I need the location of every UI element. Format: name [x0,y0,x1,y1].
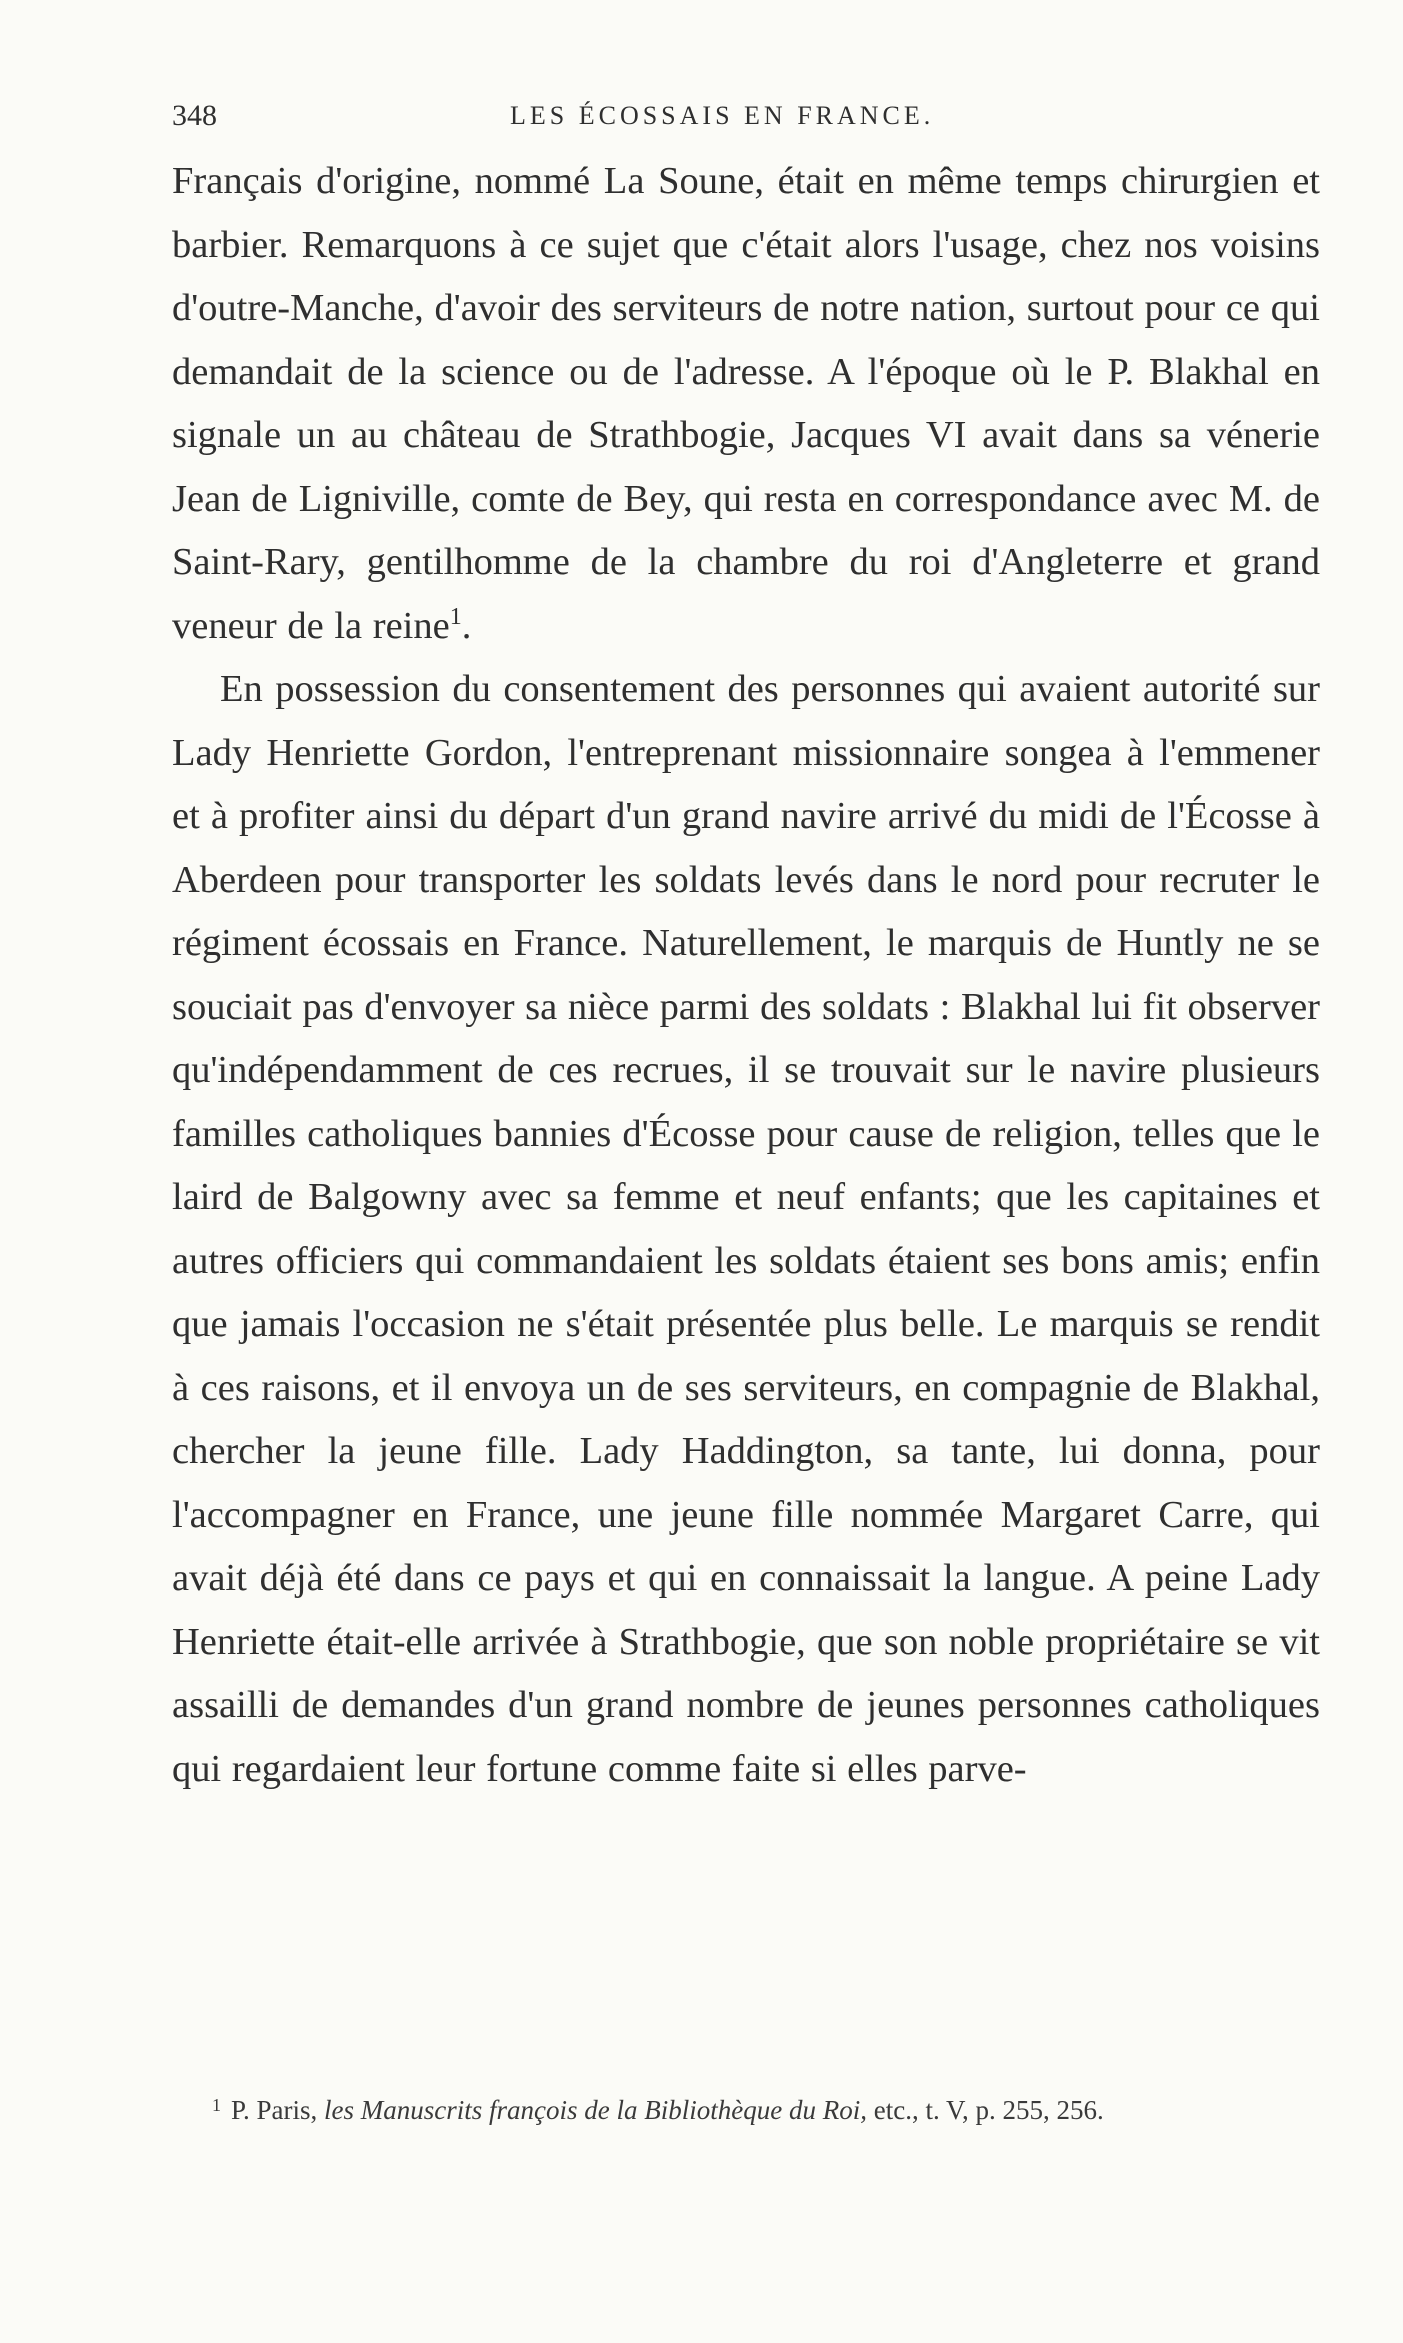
footnote-reference: 1 [449,603,462,630]
footnotes [172,2082,1320,2133]
page-number: 348 [172,99,217,132]
footnote [172,2082,1320,2133]
paragraph-1 [172,150,1320,658]
footnote-author: P. Paris, [231,2095,318,2125]
running-header [172,96,1322,136]
footnote-mark: 1 [212,2095,221,2115]
running-title: LES ÉCOSSAIS EN FRANCE. [510,101,935,130]
paragraph-1-text: Français d'origine, nommé La Soune, était en même temps chirurgien et barbier. Remarquons à ce sujet que c'était alors l'usage, chez nos voisins d'outre-Manche, d'avoir des serviteurs de notre nation, surtout pour ce qui demandait de la science ou de l'adresse. A l'époque où le P. Blakhal en signale un au château de Strathbogie, Jacques VI avait dans sa vénerie Jean de Ligniville, comte de Bey, qui resta en correspondance avec M. de Saint-Rary, gentilhomme de la chambre du roi d'Angleterre et grand veneur de la reine [172,160,1320,647]
footnote-title: les Manuscrits françois de la Bibliothèque du Roi, [324,2095,867,2125]
paragraph-1-end: . [461,604,472,647]
paragraph-2: En possession du consentement des personnes qui avaient autorité sur Lady Henriette Gordon, l'entreprenant missionnaire songea à l'emmener et à profiter ainsi du départ d'un grand navire arrivé du midi de l'Écosse à Aberdeen pour transporter les soldats levés dans le nord pour recruter le régiment écossais en France. Naturellement, le marquis de Huntly ne se souciait pas d'envoyer sa nièce parmi des soldats : Blakhal lui fit observer qu'indépendamment de ces recrues, il se trouvait sur le navire plusieurs familles catholiques bannies d'Écosse pour cause de religion, telles que le laird de Balgowny avec sa femme et neuf enfants; que les capitaines et autres officiers qui commandaient les soldats étaient ses bons amis; enfin que jamais l'occasion ne s'était présentée plus belle. Le marquis se rendit à ces raisons, et il envoya un de ses serviteurs, en compagnie de Blakhal, chercher la jeune fille. Lady Haddington, sa tante, lui donna, pour l'accompagner en France, une jeune fille nommée Margaret Carre, qui avait déjà été dans ce pays et qui en connaissait la langue. A peine Lady Henriette était-elle arrivée à Strathbogie, que son noble propriétaire se vit assailli de demandes d'un grand nombre de jeunes personnes catholiques qui regardaient leur fortune comme faite si elles parve- [172,668,1320,1790]
body-text [172,150,1320,1801]
footnote-reference-details: etc., t. V, p. 255, 256. [873,2095,1104,2125]
